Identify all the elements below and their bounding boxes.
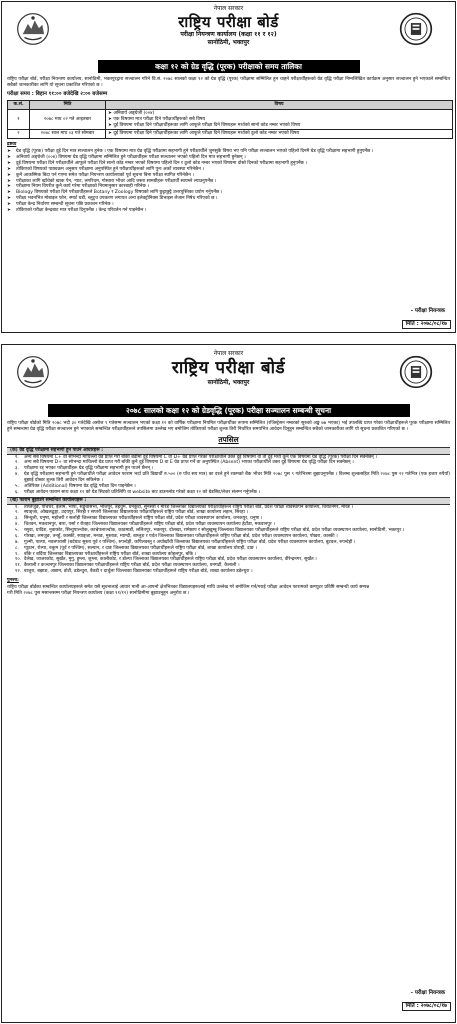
row-subjects <box>106 130 453 139</box>
note-item: ➤ परीक्षा केन्द्र निर्धारण सम्बन्धी सूचना पछि प्रकाशन गरिनेछ । <box>7 202 114 207</box>
column-header: विषय <box>106 100 453 109</box>
schedule-table <box>7 100 453 139</box>
list-item: १. अन्य सबै विषयमा C+ वा सोभन्दा माथिल्लो ग्रेड प्राप्त गरी बाँकी बढीमा दुई विषयमा C वा D+ ग्रेड प्राप्त गरेका परीक्षार्थीले उक्त दुई विषयमा वा ती दुई मध्ये कुनै एक विषयमा ग्रेड वृद्धि (पूरक) परीक्षा दिन सक्नेछन् । <box>15 454 377 460</box>
row-number: २ <box>8 130 30 139</box>
note-item: ➤ परीक्षा भवनभित्र मोबाइल फोन, स्मार्ट घडी, ब्लुटुथ उपकरण लगायत अन्य इलेक्ट्रोनिक्स डिभाइस लैजान निषेध गरिएको छ । <box>7 196 218 202</box>
notice-application <box>1 344 456 1023</box>
signature: - परीक्षा नियन्त्रक <box>410 990 445 996</box>
section-a-heading: (क) ग्रेड वृद्धि परीक्षामा सहभागी हुन पाउने आधारहरू : <box>7 447 450 455</box>
row-date: २०७८ साल माघ ०३ गते सोमबार <box>30 130 106 139</box>
list-item: ३. परीक्षामा रद्द भएका परीक्षार्थीहरू ग्रेड वृद्धि परीक्षामा सहभागी हुन पाउने छैनन् । <box>15 466 154 472</box>
subject-item: ➤ दुई विषयमा परीक्षा दिने परीक्षार्थीहरूका लागि आफूले परीक्षा दिने विषयहरू मध्येको सानो कोड नम्बर भएको विषय <box>108 122 301 128</box>
row-subjects <box>106 109 453 130</box>
note-item: ➤ अनिवार्य अङ्ग्रेजी (००४) विषयमा ग्रेड वृद्धि परीक्षामा सम्मिलित हुने परीक्षार्थीहरू परीक्षा सञ्चालन भएको पहिलो दिन मात्र सहभागी हुनेछन् । <box>7 155 246 160</box>
note-item: ➤ तोकिएको परीक्षा केन्द्रबाट मात्र परीक्षा दिनुपर्नेछ । केन्द्र परिवर्तन गर्न पाइनेछैन । <box>7 207 147 213</box>
column-header: क.सं. <box>8 100 30 109</box>
table-header-row <box>8 100 453 109</box>
list-item: ६. गोरखा, लमजुङ, तनहुँ, कास्की, स्याङ्जा, मनाङ, मुस्ताङ, म्याग्दी, बाग्लुङ र पर्वत जिल्लाका विद्यालयका परीक्षार्थीहरूले राष्ट्रिय परीक्षा बोर्ड, प्रदेश परीक्षा व्यवस्थापन कार्यालय, पोखरा, कास्की । <box>15 533 338 539</box>
list-item: ५. रसुवा, धादिङ, नुवाकोट, सिन्धुपाल्चोक, काभ्रेपलाञ्चोक, काठमाडौं, ललितपुर, भक्तपुर, दोलखा, रामेछाप र सोलुखुम्बु जिल्लाका विद्यालयका परीक्षार्थीहरूले राष्ट्रिय परीक्षा बोर्ड, प्रदेश परीक्षा व्यवस्थापन कार्यालय, सानोठिमी, भक्तपुर । <box>15 528 405 534</box>
nepal-emblem-icon <box>16 12 50 46</box>
notice-banner: २०७८ सालको कक्षा १२ को ग्रेडवृद्धि (पूरक) परीक्षा सञ्चालन सम्बन्धी सूचना <box>48 404 410 417</box>
table-row <box>8 130 453 139</box>
list-item: १२. बाजुरा, बझाङ, अछाम, डोटी, डडेल्धुरा, बैतडी र दार्चुला जिल्लाका विद्यालयका परीक्षार्थीहरूले राष्ट्रिय परीक्षा बोर्ड, शाखा कार्यालय डडेल्धुरा । <box>15 569 253 575</box>
notice-schedule <box>1 1 456 333</box>
office-title: परीक्षा नियन्त्रण कार्यालय (कक्षा ११ र १२) <box>180 31 277 39</box>
section-b-heading: (ख) फाराम बुझाउने सम्बन्धित कार्यालयहरू : <box>7 497 450 505</box>
notice-date: मिति : २०७८/०८/१७ <box>402 1002 451 1011</box>
punascha-heading: पुनश्च: <box>7 578 19 584</box>
subject-item: ➤ अनिवार्य अङ्ग्रेजी (००४) <box>108 110 155 116</box>
tapsil-heading: तपसिल <box>218 435 239 445</box>
gov-label: नेपाल सरकार <box>213 350 244 357</box>
column-header: मिति <box>30 100 106 109</box>
exam-board-seal-icon <box>399 355 433 389</box>
note-item: ➤ परीक्षामा नियम विपरीत कुनै कार्य गरेमा परीक्षाको नियमानुसार कारबाही गरिनेछ । <box>7 184 149 190</box>
list-item: २. अन्य सबै विषयमा D+ वा सोभन्दा माथिल्लो ग्रेड प्राप्त गरी बाँकी कुनै दुई विषयमा D वा E ग्रेड प्राप्त गर्ने वा अनुपस्थित (Absent) भएका परीक्षार्थीले उक्त दुई विषयमा ग्रेड वृद्धि परीक्षा दिन सक्नेछन् । <box>15 460 354 466</box>
note-item: ➤ ग्रेड वृद्धि (पूरक) परीक्षा दुई दिन मात्र सञ्चालन हुनेछ । एक विषयमा मात्र ग्रेड वृद्धि परीक्षामा सहभागी हुने परीक्षार्थीले जुनसुकै विषय भए पनि परीक्षा सञ्चालन भएको पहिलो दिनमै ग्रेड वृद्धि परीक्षामा सहभागी हुनुपर्नेछ । <box>7 149 374 155</box>
list-item: १०. दैलेख, जाजरकोट, सुर्खेत, मुगु, हुम्ला, जुम्ला, कालीकोट, र डोल्पा जिल्लाका विद्यालयका परीक्षार्थीहरूले राष्ट्रिय परीक्षा बोर्ड, प्रदेश परीक्षा व्यवस्थापन कार्यालय, वीरेन्द्रनगर, सुर्खेत । <box>15 557 317 563</box>
notice-banner: कक्षा १२ को ग्रेड वृद्धि (पूरक) परीक्षाको समय तालिका <box>98 60 360 73</box>
list-item: २. स्याङ्जा, ओखलढुङ्गा, उदयपुर, सिरहा र सप्तरी जिल्लाका विद्यालयका परीक्षार्थीहरूले राष्ट्रिय परीक्षा बोर्ड, शाखा कार्यालय लहान, सिरहा । <box>15 510 249 516</box>
intro-paragraph: राष्ट्रिय परीक्षा बोर्डको मिति २०७८ भदौ ३० गतेदेखि असोज ९ गतेसम्म सञ्चालन भएको कक्षा १२ को वार्षिक परीक्षामा नियमित परीक्षार्थीका रूपमा सम्मिलित (रजिस्ट्रेसन नम्बरको सुरुको अङ्क ७७ भएका) भई उपलब्धि प्राप्त गरेका परीक्षार्थीहरूले पूरक परीक्षामा सम्मिलित हुने सम्बन्धमा ग्रेड वृद्धि परीक्षा सञ्चालन हुने भएकाले सम्बन्धित परीक्षार्थीहरूले तपसिलमा उल्लेख भए बमोजिम तोकिएको परीक्षा शुल्क तिरी निर्धारित समयभित्र आवेदन दिनुहुन सम्बन्धित सबैको जानकारीका लागि यो सूचना प्रकाशित गरिएको छ । <box>7 421 450 433</box>
punascha-paragraph: राष्ट्रिय परीक्षा बोर्डका सम्बन्धित कार्यालयहरूले समेत यसै सूचनालाई आधार मानी आ-आफ्नो क्षेत्रभित्रका विद्यालयहरूलाई माथि उल्लेख गरे बमोजिम गर्न/गराई परीक्षा आवेदन फारामको कम्प्युटर प्रविष्टि सम्बन्धी कार्य सम्पन्न गरी मिति २०७८ पुस मसान्तसम्म परीक्षा नियन्त्रण कार्यालय (कक्षा ११/१२) सानोठिमीमा बुझाउनुहुन अनुरोध छ । <box>7 584 369 596</box>
list-item: ११. कैलाली र कञ्चनपुर जिल्लाका विद्यालयका परीक्षार्थीहरूले राष्ट्रिय परीक्षा बोर्ड, प्रदेश परीक्षा व्यवस्थापन कार्यालय, धनगढी, कैलाली । <box>15 563 240 569</box>
table-row <box>8 109 453 130</box>
row-number: १ <box>8 109 30 130</box>
note-item: ➤ Biology विषयको परीक्षा दिने परीक्षार्थीहरूले Botany र Zoology विषयको लागि छुट्टाछुट्टै उत्तरपुस्तिका प्रयोग गर्नुपर्नेछ । <box>7 190 223 196</box>
list-item: ५. अतिरिक्त (Additional) विषयमा ग्रेड वृद्धि परीक्षा दिन पाइनेछैन । <box>15 483 136 489</box>
office-location: सानोठिमी, भक्तपुर <box>207 378 250 386</box>
row-date: २०७८ माघ ०२ गते आइतबार <box>30 109 106 130</box>
note-item: ➤ कुनै आकस्मिक बिदा पर्न गएमा समेत परीक्षा नियन्त्रण कार्यालयको पूर्व सूचना बिना परीक्षा स्थगित गरिनेछैन । <box>7 172 194 178</box>
exam-time: परीक्षा समय : बिहान ११:०० बजेदेखि २:०० बजेसम्म <box>7 91 108 98</box>
board-title: राष्ट्रिय परीक्षा बोर्ड <box>178 12 279 31</box>
intro-paragraph: राष्ट्रिय परीक्षा बोर्ड, परीक्षा नियन्त्रण कार्यालय, सानोठिमी, भक्तपुरद्वारा सञ्चालन गरिने वि.सं. २०७८ सालको कक्षा १२ को ग्रेड वृद्धि (पूरक) परीक्षामा सम्मिलित हुन चाहने परीक्षार्थीहरूको ग्रेड वृद्धि परीक्षा निम्नलिखित कार्यक्रम अनुसार सञ्चालन हुने भएकाले सम्बन्धित सबैको जानकारीका लागि यो सूचना प्रकाशित गरिएको छ । <box>7 77 450 89</box>
list-item: ६. परीक्षा आवेदन फाराम साथ कक्षा १२ को ग्रेड सिटको प्रतिलिपि वा website बाट डाउनलोड गरेको कक्षा १२ को ग्रेडसिट/लेजर संलग्न गर्नुपर्नेछ । <box>15 489 261 495</box>
list-item: ४. ग्रेड वृद्धि परीक्षामा सहभागी हुने परीक्षार्थीले परीक्षा आवेदन फाराम भर्दा प्रति विद्यार्थी रु.५०० (रु पाँच सय मात्र) का दरले हुने रकमको बैंक भौचर मिति २०७८ पुस ९ गतेभित्रमा बुझाउनुपर्नेछ । विलम्ब शुल्कसहित मिति २०७८ पुस २२ गतेभित्र (एक हजार रुपैयाँ) बुझाई दोब्बर शुल्क तिरी आवेदन दिन सकिनेछ । <box>15 472 450 484</box>
notice-header <box>2 345 455 403</box>
subject-item: ➤ दुई विषयमा परीक्षा दिने परीक्षार्थीहरूका लागि आफूले परीक्षा दिने विषयहरू मध्येको ठूलो कोड नम्बर भएको विषय <box>108 131 300 137</box>
list-item: ८. प्यूठान, रोल्पा, रुकुम (पूर्व र पश्चिम), सल्यान, र दाङ जिल्लाका विद्यालयका परीक्षार्थीहरूले राष्ट्रिय परीक्षा बोर्ड, शाखा कार्यालय घोराही, दाङ । <box>15 545 257 551</box>
gov-label: नेपाल सरकार <box>213 5 244 12</box>
notice-date: मिति : २०७८/०८/१७ <box>402 320 451 329</box>
subject-item: ➤ एक विषयमा मात्र परीक्षा दिने परीक्षार्थीहरूको सबै विषय <box>108 116 206 122</box>
list-item: ७. गुल्मी, पाल्पा, नवलपरासी (बर्दघाट सुस्ता पूर्व र पश्चिम), रुपन्देही, कपिलवस्तु र अर्घाखाँची जिल्लाका विद्यालयका परीक्षार्थीहरूले राष्ट्रिय परीक्षा बोर्ड, प्रदेश परीक्षा व्यवस्थापन कार्यालय, बुटवल, रुपन्देही । <box>15 539 356 545</box>
note-item: ➤ परीक्षाका लागि खाँचेको खाक पेन, र्‍याट, लगरिथम, गोस्वारा भौचर आदि जस्ता सामग्रीहरू परीक्षार्थी स्वयम्ले ल्याउनुपर्नेछ । <box>7 178 217 184</box>
notice-header <box>2 2 455 58</box>
note-item: ➤ दुई विषयमा परीक्षा दिने परीक्षार्थीले आफूले परीक्षा दिने सानो कोड नम्बर भएको विषयमा पहिलो दिन र ठूलो कोड नम्बर भएको विषयमा दोस्रो दिनको परीक्षामा सहभागी हुनुपर्नेछ । <box>7 160 307 166</box>
list-item: ९. बाँके र बर्दिया जिल्लाका विद्यालयका परीक्षार्थीहरूले राष्ट्रिय परीक्षा बोर्ड, शाखा कार्यालय कोहलपुर, बाँके । <box>15 551 197 557</box>
nepal-emblem-icon <box>16 355 50 389</box>
list-item: ३. सिन्धुली, धनुषा, महोत्तरी र सर्लाही जिल्लाका विद्यालयका परीक्षार्थीहरूले राष्ट्रिय परीक्षा बोर्ड, प्रदेश परीक्षा व्यवस्थापन कार्यालय, जनकपुर, धनुषा । <box>15 516 263 522</box>
signature: - परीक्षा नियन्त्रक <box>410 308 445 314</box>
note-item: ➤ तोकिएको विषयको पाठ्यक्रम अनुसार परीक्षामा अनुपस्थित हुने परीक्षार्थीहरूको लागि पुनः अर्को व्यवस्था गरिनेछैन । <box>7 166 204 172</box>
notes-heading: द्रष्टव्य <box>7 142 17 148</box>
office-location: सानोठिमी, भक्तपुर <box>207 39 250 47</box>
board-title: राष्ट्रिय परीक्षा बोर्ड <box>171 357 286 378</box>
list-item: ४. चितवन, मकवानपुर, बारा, पर्सा र रौतहट जिल्लाका विद्यालयका परीक्षार्थीहरूले राष्ट्रिय परीक्षा बोर्ड, प्रदेश परीक्षा व्यवस्थापन कार्यालय हेटौंडा, मकवानपुर । <box>15 522 275 528</box>
list-item: १. ताप्लेजुङ, पाँचथर, इलाम, भापा, सङ्खुवासभा, भोजपुर, तेह्रथुम, धनकुटा, सुनसरी र मोरङ जिल्लाका विद्यालयका परीक्षार्थीहरूले राष्ट्रिय परीक्षा बोर्ड, प्रदेश परीक्षा व्यवस्थापन कार्यालय, विराटनगर, मोरङ । <box>15 504 354 510</box>
exam-board-seal-icon <box>399 12 433 46</box>
